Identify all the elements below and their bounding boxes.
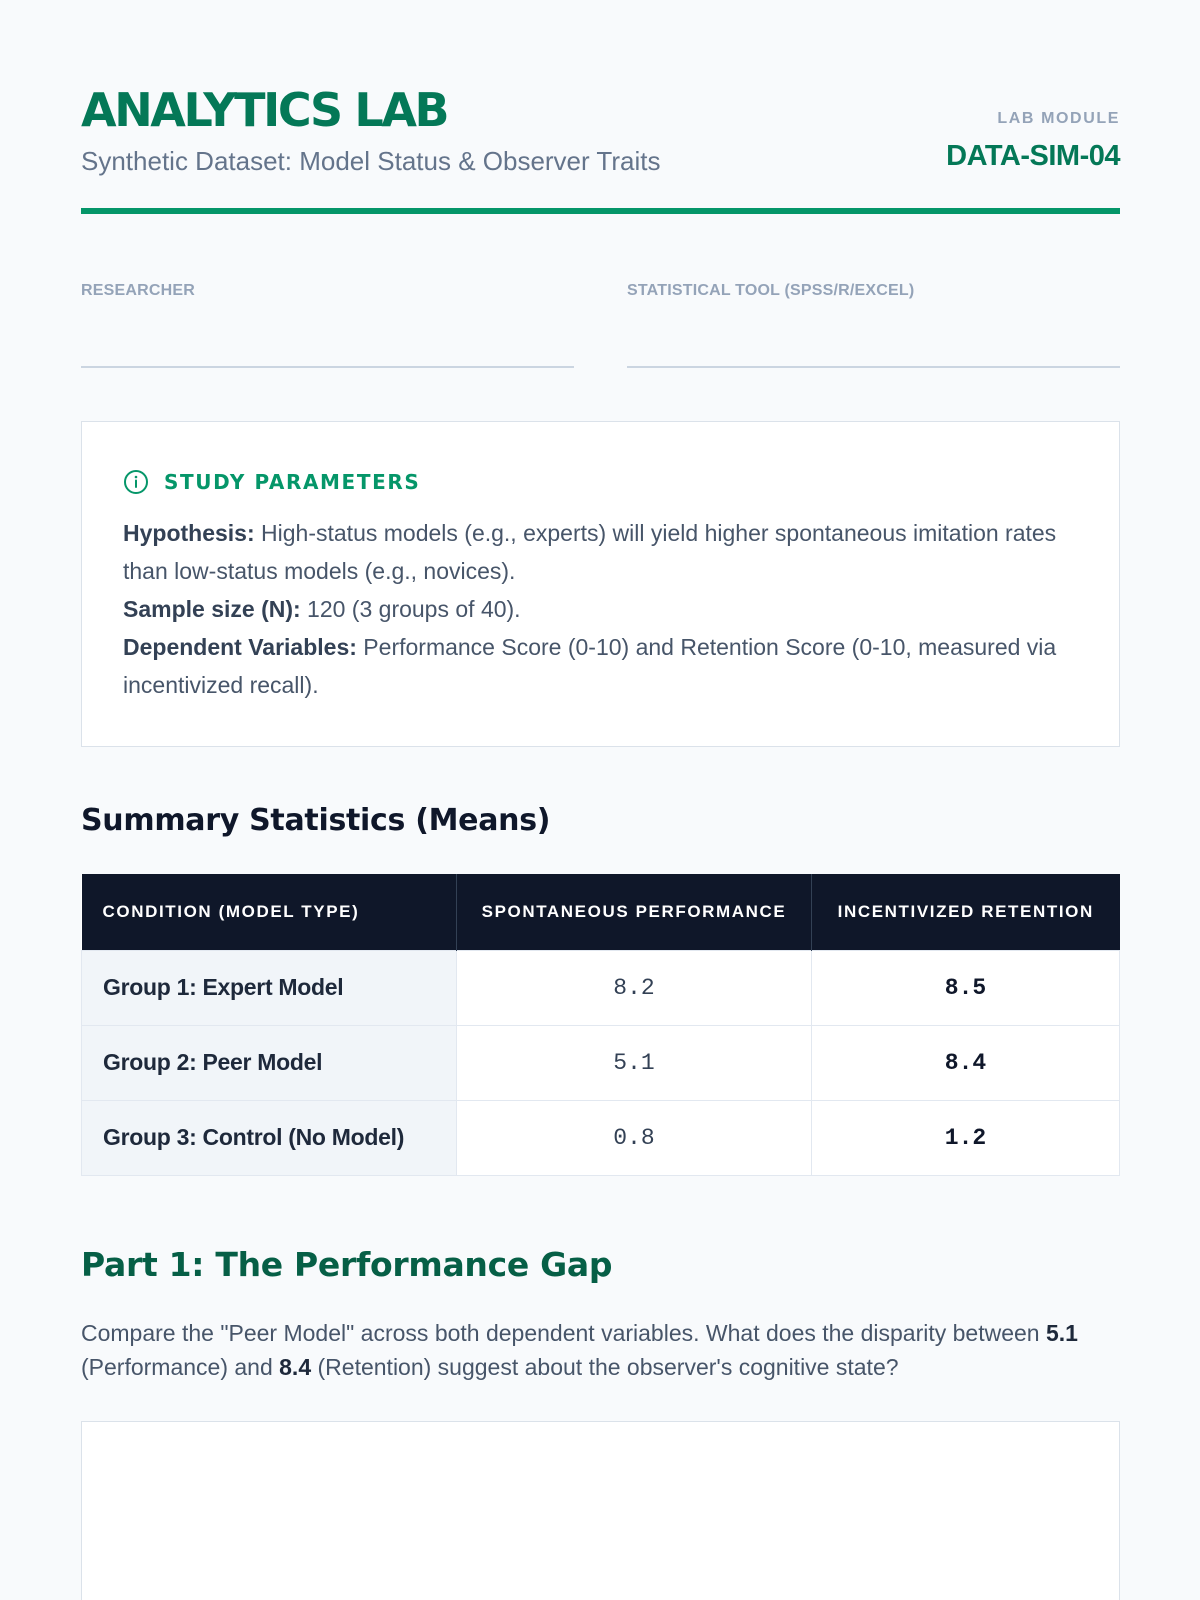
prompt-text-a: Compare the "Peer Model" across both dependent variables. What does the disparity between — [81, 1320, 1046, 1346]
hypothesis-label: Hypothesis: — [123, 520, 255, 546]
header — [81, 0, 1120, 214]
prompt-text-b: (Performance) and — [81, 1354, 280, 1380]
study-parameters-text — [123, 514, 1083, 704]
table-header-row — [82, 874, 1120, 950]
dv-line — [123, 628, 1083, 704]
worksheet-page — [81, 0, 1120, 1380]
summary-heading: Summary Statistics (Means) — [81, 803, 551, 838]
performance-cell: 5.1 — [457, 1025, 812, 1100]
dv-text: Performance Score (0-10) and Retention Score (0-10, measured via incentivized recall). — [123, 634, 1057, 698]
info-icon — [123, 469, 149, 495]
module-label: LAB MODULE — [997, 110, 1120, 127]
module-code: DATA-SIM-04 — [946, 140, 1120, 172]
sample-line — [123, 590, 1083, 628]
hypothesis-text: High-status models (e.g., experts) will yield higher spontaneous imitation rates than low-status models (e.g., novices). — [123, 520, 1057, 584]
condition-cell: Group 2: Peer Model — [82, 1025, 457, 1100]
table-row — [82, 950, 1120, 1025]
condition-cell: Group 1: Expert Model — [82, 950, 457, 1025]
performance-cell: 8.2 — [457, 950, 812, 1025]
part1-heading: Part 1: The Performance Gap — [81, 1245, 613, 1284]
prompt-value-retention: 8.4 — [279, 1354, 312, 1380]
part1-prompt — [81, 1316, 1120, 1384]
condition-cell: Group 3: Control (No Model) — [82, 1100, 457, 1175]
sample-text: 120 (3 groups of 40). — [300, 596, 521, 622]
dv-label: Dependent Variables: — [123, 634, 357, 660]
summary-table — [81, 874, 1120, 1176]
table-row — [82, 1025, 1120, 1100]
prompt-value-performance: 5.1 — [1046, 1320, 1078, 1346]
statistical-tool-label: STATISTICAL TOOL (SPSS/R/EXCEL) — [627, 282, 915, 299]
table-row — [82, 1100, 1120, 1175]
researcher-field[interactable] — [81, 282, 574, 368]
brand-title: ANALYTICS LAB — [81, 83, 448, 137]
column-header-condition: CONDITION (MODEL TYPE) — [82, 874, 457, 950]
column-header-retention: INCENTIVIZED RETENTION — [812, 874, 1120, 950]
prompt-text-c: (Retention) suggest about the observer's cognitive state? — [311, 1354, 899, 1380]
page-subtitle: Synthetic Dataset: Model Status & Observer Traits — [81, 146, 661, 176]
hypothesis-line — [123, 514, 1083, 590]
statistical-tool-field[interactable] — [627, 282, 1120, 368]
card-title: STUDY PARAMETERS — [164, 470, 421, 494]
column-header-performance: SPONTANEOUS PERFORMANCE — [457, 874, 812, 950]
performance-cell: 0.8 — [457, 1100, 812, 1175]
retention-cell: 8.4 — [812, 1025, 1120, 1100]
researcher-label: RESEARCHER — [81, 282, 196, 299]
sample-label: Sample size (N): — [123, 596, 301, 622]
study-parameters-card — [81, 421, 1120, 747]
info-fields — [81, 282, 1120, 368]
part1-answer-box[interactable] — [81, 1421, 1120, 1600]
retention-cell: 1.2 — [812, 1100, 1120, 1175]
retention-cell: 8.5 — [812, 950, 1120, 1025]
